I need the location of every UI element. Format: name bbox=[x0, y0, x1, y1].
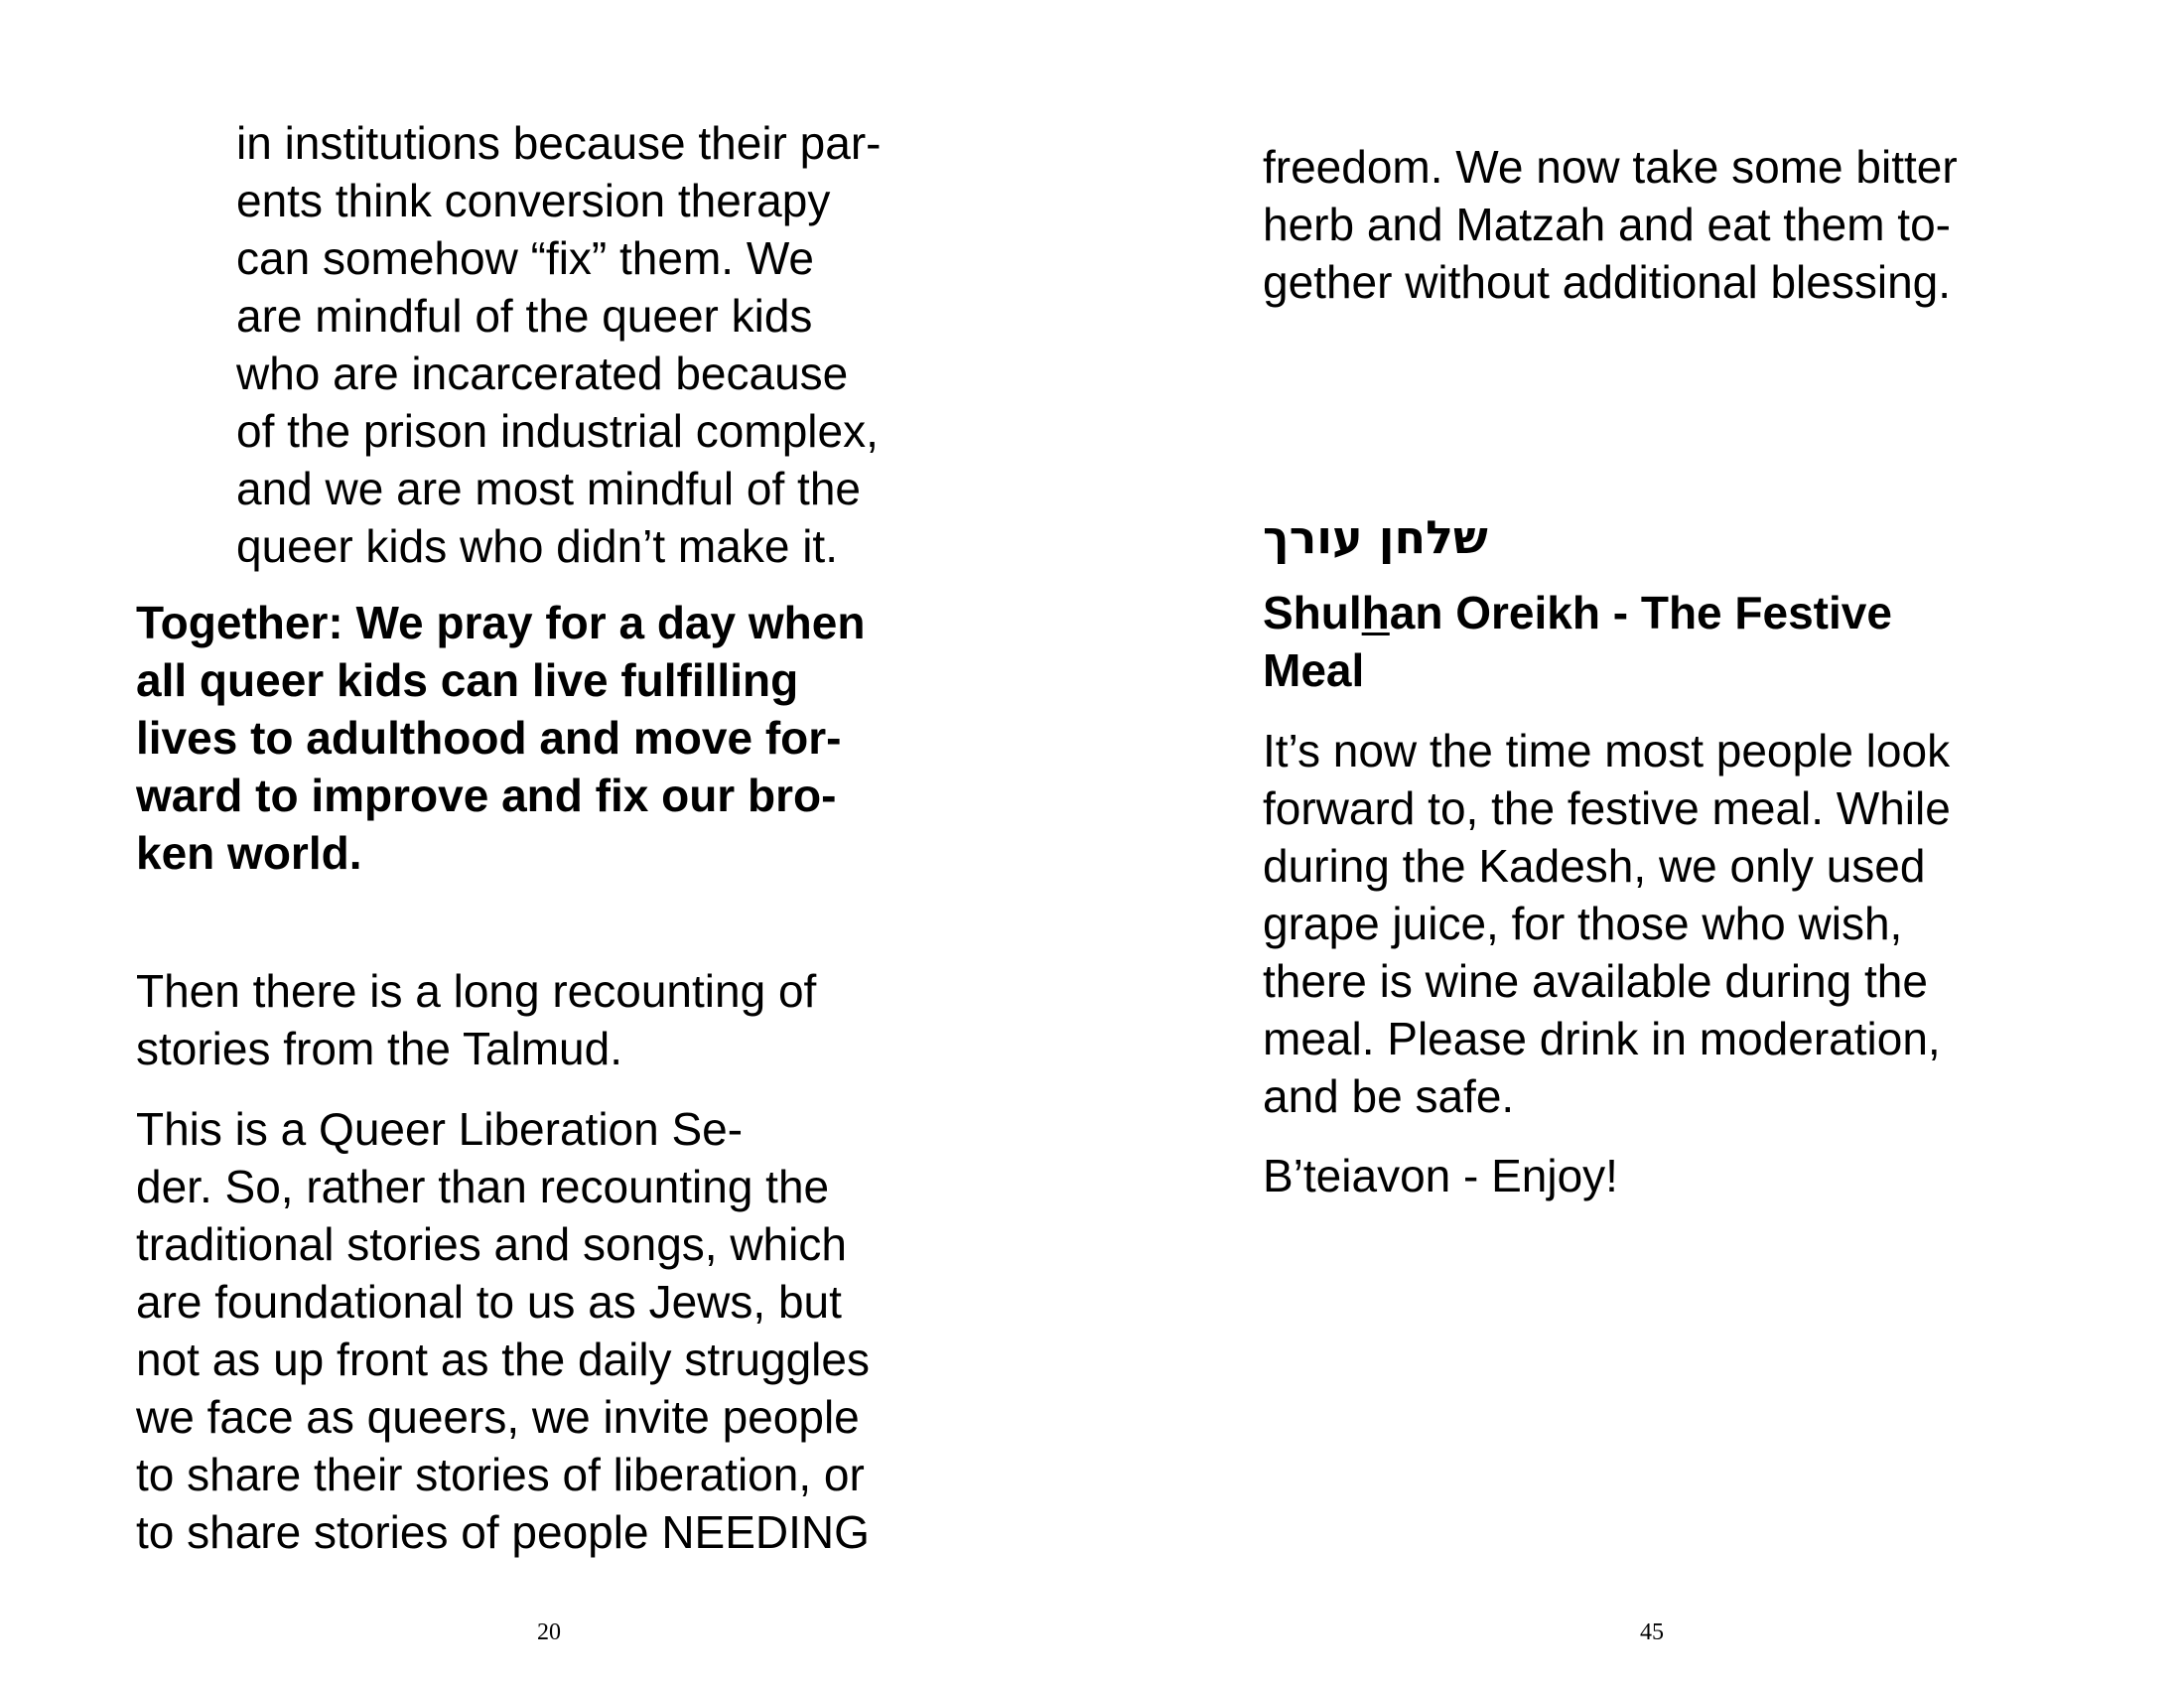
paragraph-line: there is wine available during the bbox=[1263, 955, 1928, 1007]
enjoy-line: B’teiavon - Enjoy! bbox=[1263, 1150, 1618, 1201]
paragraph-line: ward to improve and fix our bro- bbox=[136, 770, 837, 821]
paragraph-line: ken world. bbox=[136, 827, 362, 879]
freedom-paragraph bbox=[1263, 138, 1958, 311]
heading-part: an Oreikh - The Festive bbox=[1389, 587, 1892, 638]
paragraph-line: der. So, rather than recounting the bbox=[136, 1161, 830, 1212]
paragraph-line: during the Kadesh, we only used bbox=[1263, 840, 1926, 892]
indented-paragraph bbox=[236, 114, 881, 575]
paragraph-line: forward to, the festive meal. While bbox=[1263, 782, 1951, 834]
meal-paragraph bbox=[1263, 722, 1951, 1125]
paragraph-line: herb and Matzah and eat them to- bbox=[1263, 199, 1951, 250]
paragraph-line: of the prison industrial complex, bbox=[236, 405, 879, 457]
page-number: 20 bbox=[537, 1619, 561, 1645]
heading-line: Meal bbox=[1263, 644, 1365, 696]
paragraph-line: ents think conversion therapy bbox=[236, 175, 831, 226]
heading-part: Shul bbox=[1263, 587, 1362, 638]
paragraph-line: traditional stories and songs, which bbox=[136, 1218, 847, 1270]
paragraph-line: to share their stories of liberation, or bbox=[136, 1449, 865, 1500]
seder-paragraph bbox=[136, 1100, 870, 1561]
paragraph-line: are mindful of the queer kids bbox=[236, 290, 813, 342]
paragraph-line: can somehow “fix” them. We bbox=[236, 232, 815, 284]
paragraph-line: we face as queers, we invite people bbox=[136, 1391, 860, 1443]
paragraph-line: It’s now the time most people look bbox=[1263, 725, 1951, 776]
paragraph-line: lives to adulthood and move for- bbox=[136, 712, 842, 764]
paragraph-line: freedom. We now take some bitter bbox=[1263, 141, 1958, 193]
paragraph-line: queer kids who didn’t make it. bbox=[236, 520, 838, 572]
section-heading bbox=[1263, 584, 1892, 699]
paragraph-line: and we are most mindful of the bbox=[236, 463, 861, 514]
hebrew-heading: שלחן עורך bbox=[1263, 510, 1488, 564]
paragraph-line: grape juice, for those who wish, bbox=[1263, 898, 1903, 949]
paragraph-line: who are incarcerated because bbox=[236, 348, 849, 399]
right-page bbox=[1092, 0, 2184, 1688]
paragraph-line: gether without additional blessing. bbox=[1263, 256, 1952, 308]
paragraph-line: not as up front as the daily struggles bbox=[136, 1334, 870, 1385]
heading-underlined-letter: h bbox=[1361, 587, 1390, 638]
paragraph-line: Together: We pray for a day when bbox=[136, 597, 866, 648]
paragraph-line: This is a Queer Liberation Se- bbox=[136, 1103, 744, 1155]
paragraph-line: stories from the Talmud. bbox=[136, 1023, 623, 1074]
paragraph-line: and be safe. bbox=[1263, 1070, 1515, 1122]
paragraph-line: in institutions because their par- bbox=[236, 117, 882, 169]
together-paragraph bbox=[136, 594, 865, 882]
heading-line bbox=[1263, 584, 1892, 641]
paragraph-line: Then there is a long recounting of bbox=[136, 965, 817, 1017]
page-number: 45 bbox=[1640, 1619, 1664, 1645]
paragraph-line: meal. Please drink in moderation, bbox=[1263, 1013, 1941, 1064]
paragraph-line: are foundational to us as Jews, but bbox=[136, 1276, 842, 1328]
paragraph-line: to share stories of people NEEDING bbox=[136, 1506, 870, 1558]
paragraph-line: all queer kids can live fulfilling bbox=[136, 654, 799, 706]
talmud-paragraph bbox=[136, 962, 816, 1077]
